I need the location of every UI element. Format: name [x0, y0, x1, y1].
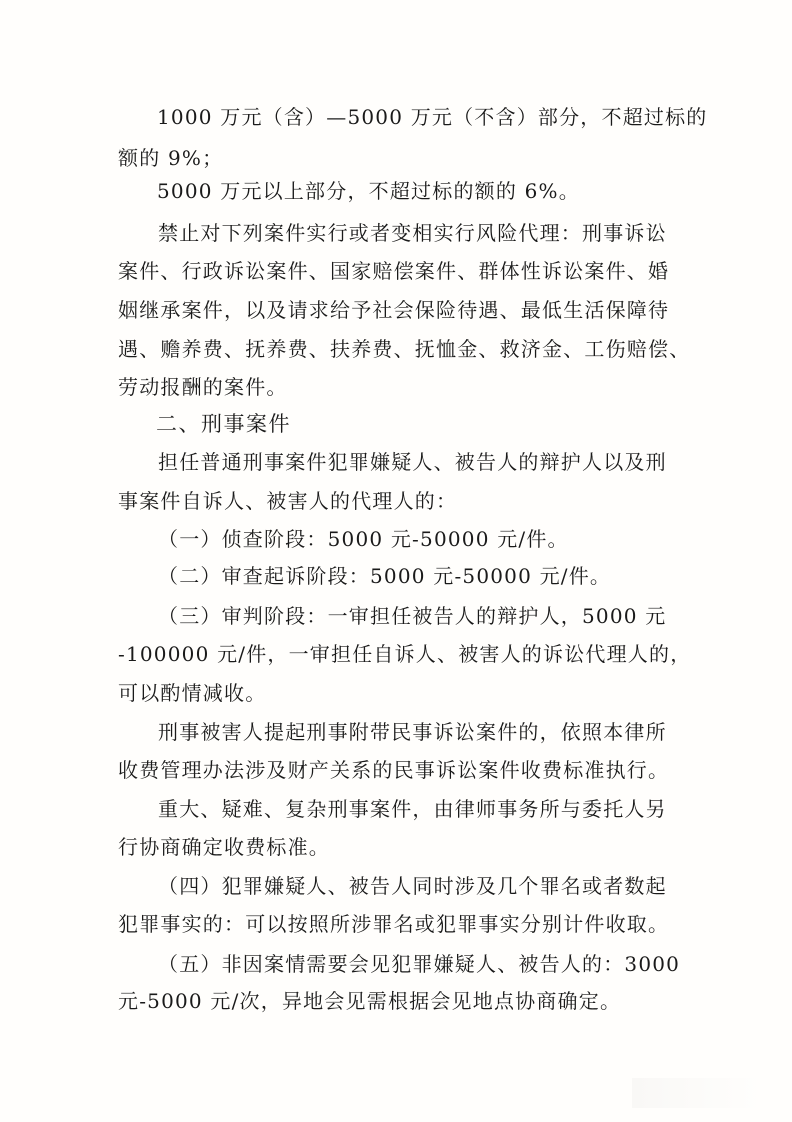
- list-item: （三）审判阶段：一审担任被告人的辩护人，5000 元: [158, 604, 667, 628]
- text-line: 刑事被害人提起刑事附带民事诉讼案件的，依照本律所: [158, 720, 667, 744]
- scan-artifact: [632, 1078, 762, 1108]
- text-line: 姻继承案件，以及请求给予社会保险待遇、最低生活保障待: [118, 298, 670, 322]
- text-line: 担任普通刑事案件犯罪嫌疑人、被告人的辩护人以及刑: [158, 450, 667, 474]
- list-item: （四）犯罪嫌疑人、被告人同时涉及几个罪名或者数起: [158, 874, 667, 898]
- text-line: 重大、疑难、复杂刑事案件，由律师事务所与委托人另: [158, 797, 667, 821]
- text-line: 可以酌情减收。: [118, 681, 267, 705]
- text-line: 劳动报酬的案件。: [118, 375, 288, 399]
- text-line: 禁止对下列案件实行或者变相实行风险代理：刑事诉讼: [158, 221, 667, 245]
- list-item: （一）侦查阶段：5000 元-50000 元/件。: [158, 527, 569, 551]
- list-item: （五）非因案情需要会见犯罪嫌疑人、被告人的：3000: [158, 952, 681, 976]
- text-line: 遇、赡养费、抚养费、扶养费、抚恤金、救济金、工伤赔偿、: [118, 337, 691, 361]
- text-line: 5000 万元以上部分，不超过标的额的 6%。: [157, 179, 580, 203]
- text-line: 额的 9%；: [118, 146, 224, 170]
- text-line: 事案件自诉人、被害人的代理人的：: [118, 489, 458, 513]
- text-line: 元-5000 元/次，异地会见需根据会见地点协商确定。: [118, 989, 622, 1013]
- text-line: 犯罪事实的：可以按照所涉罪名或犯罪事实分别计件收取。: [118, 912, 670, 936]
- text-line: 收费管理办法涉及财产关系的民事诉讼案件收费标准执行。: [118, 758, 670, 782]
- text-line: -100000 元/件，一审担任自诉人、被害人的诉讼代理人的，: [118, 642, 692, 666]
- section-heading: 二、刑事案件: [156, 412, 291, 436]
- list-item: （二）审查起诉阶段：5000 元-50000 元/件。: [158, 564, 612, 588]
- text-line: 案件、行政诉讼案件、国家赔偿案件、群体性诉讼案件、婚: [118, 259, 670, 283]
- text-line: 行协商确定收费标准。: [118, 835, 330, 859]
- text-line: 1000 万元（含）—5000 万元（不含）部分，不超过标的: [157, 105, 708, 129]
